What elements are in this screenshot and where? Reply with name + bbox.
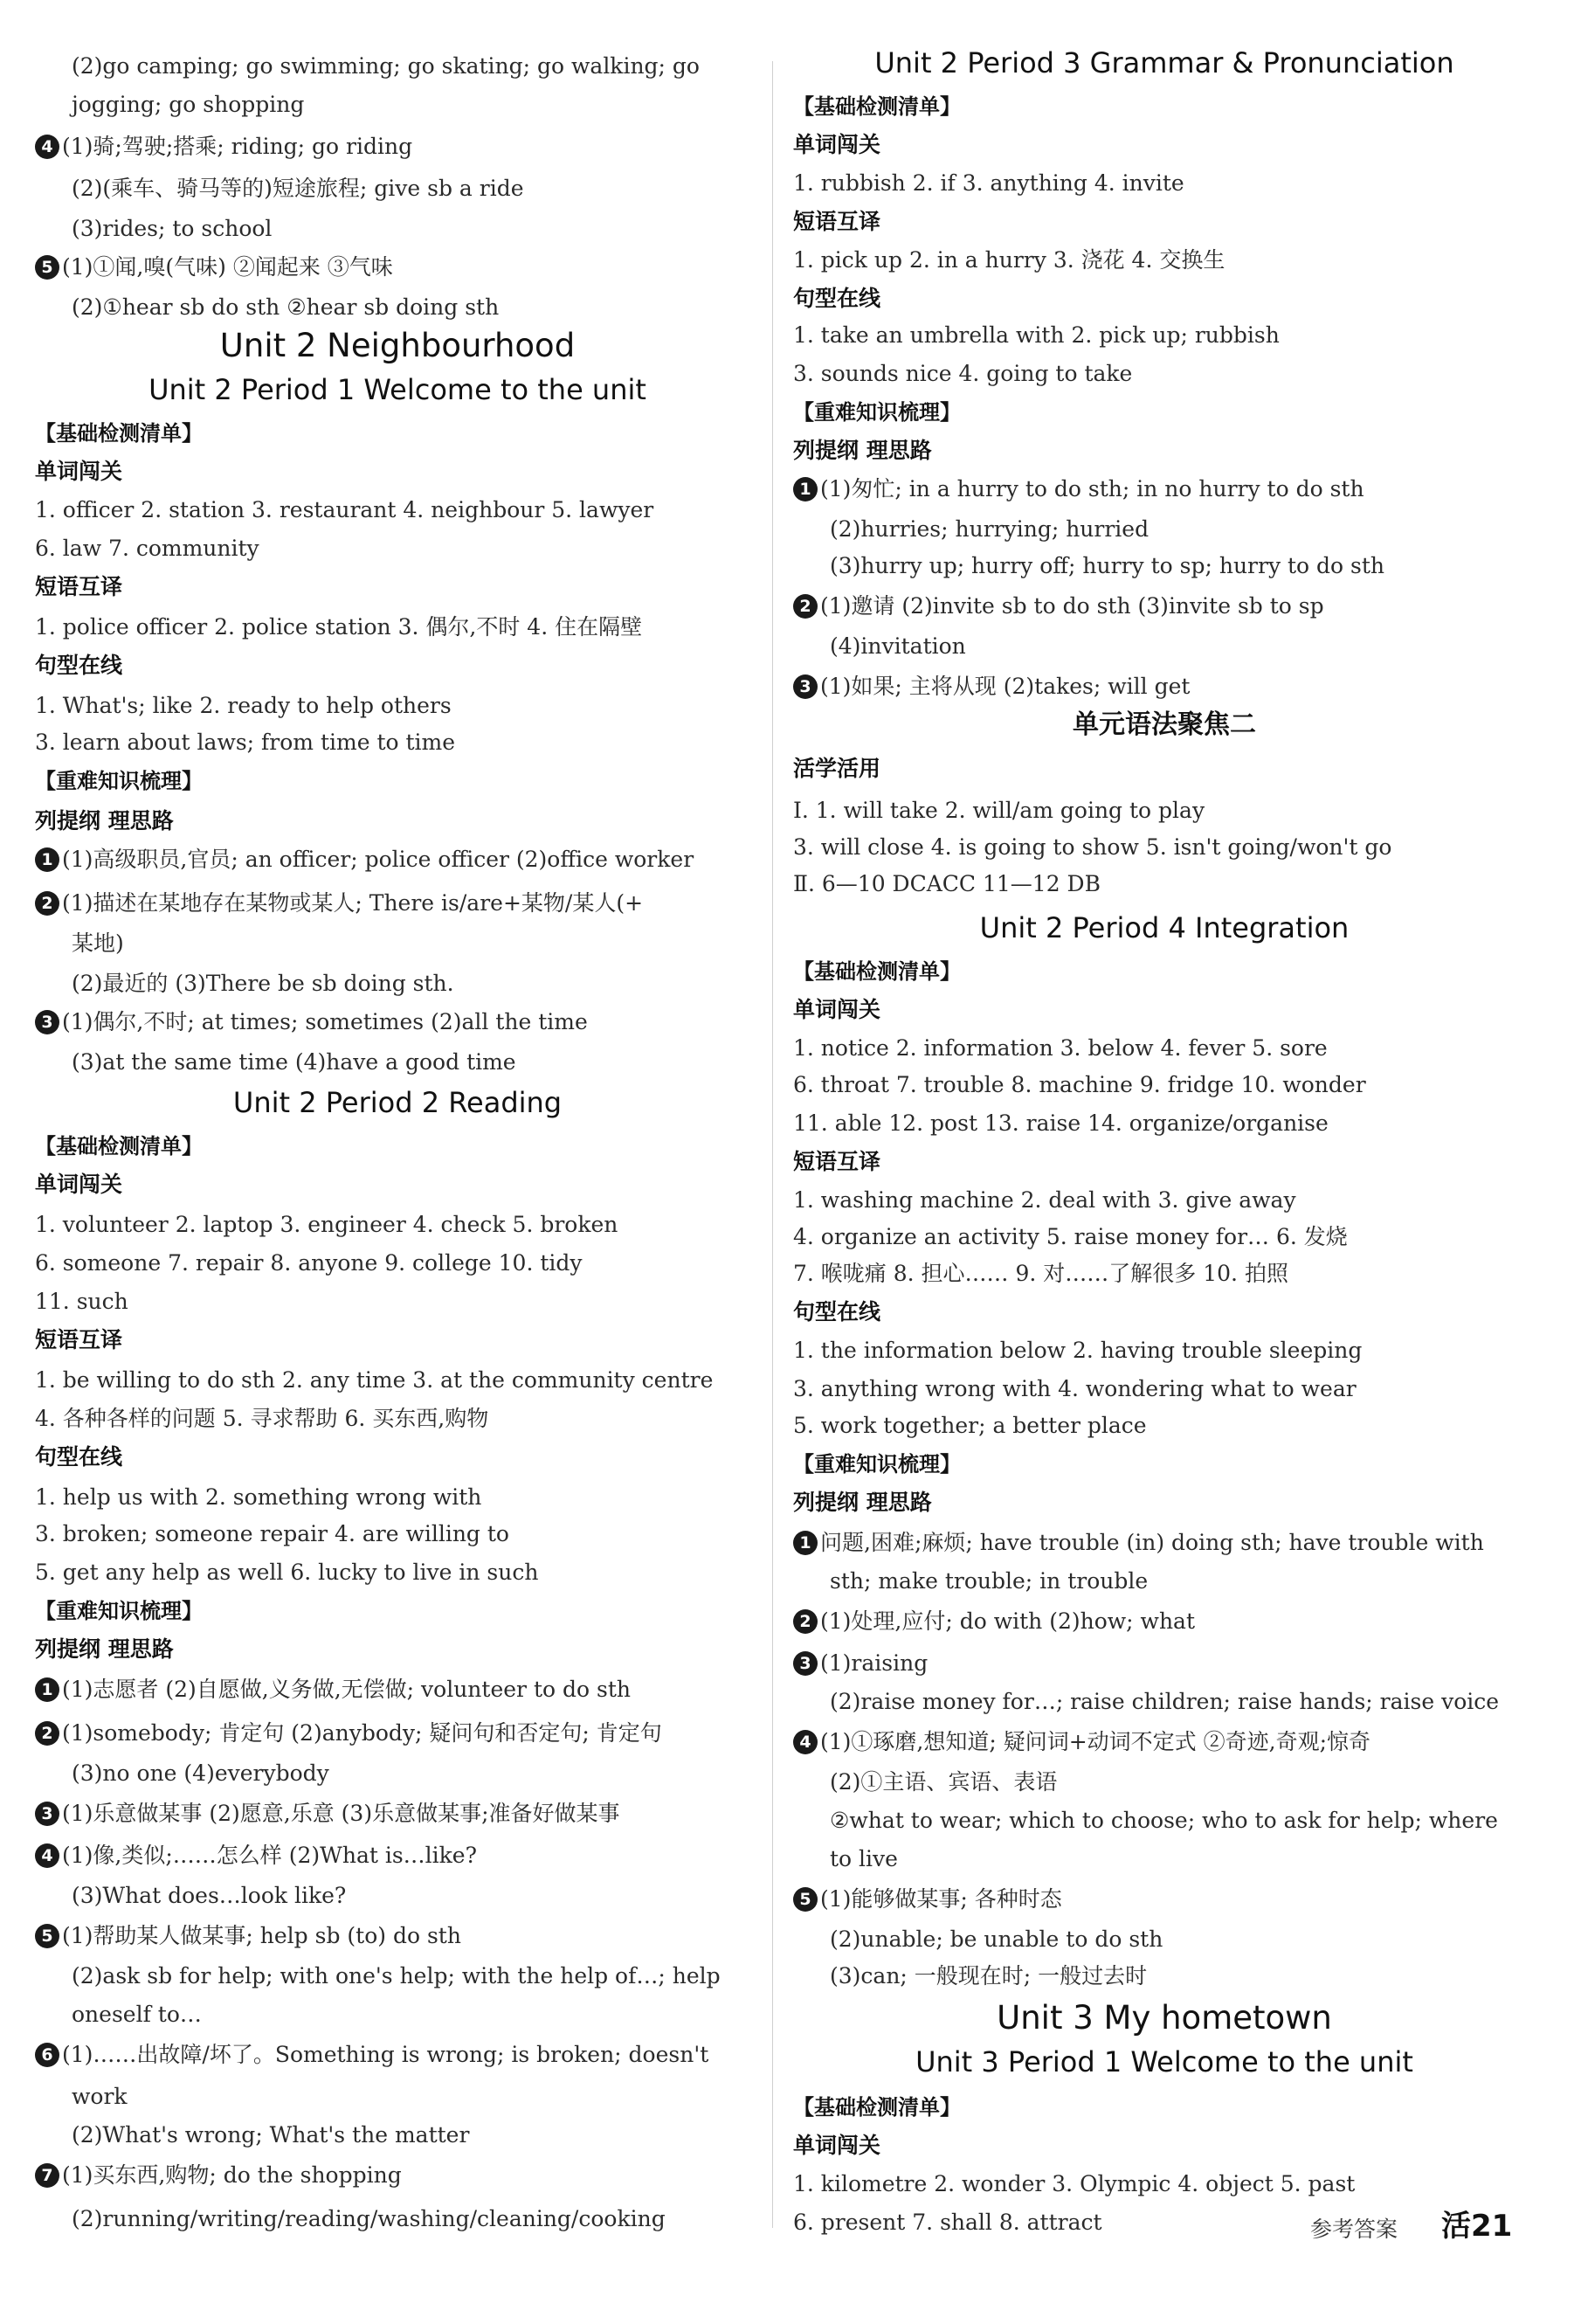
item-number-badge: 3 <box>35 1010 59 1034</box>
answer-line <box>35 1478 481 1517</box>
line-text: (1)买东西,购物; do the shopping <box>62 2162 402 2188</box>
answer-line <box>793 1331 1362 1370</box>
line-text: 1. What's; like 2. ready to help others <box>35 693 452 718</box>
item-number-badge: 4 <box>35 135 59 159</box>
line-text: Unit 2 Neighbourhood <box>219 327 576 364</box>
line-text: 【重难知识梳理】 <box>793 400 961 425</box>
answer-line <box>793 2203 1102 2242</box>
line-text: 5. get any help as well 6. lucky to live in such <box>35 1560 539 1585</box>
period-heading <box>35 1082 760 1123</box>
item-number-badge: 1 <box>35 1677 59 1702</box>
answer-line <box>72 2078 128 2116</box>
item-number-badge: 1 <box>793 1531 818 1555</box>
line-text: 列提纲 理思路 <box>793 1490 932 1515</box>
line-text: (1)①闻,嗅(气味) ②闻起来 ③气味 <box>62 254 393 280</box>
section-bracket-heading <box>793 393 961 432</box>
answer-line <box>35 1553 538 1592</box>
answer-line <box>72 47 700 86</box>
answer-line <box>72 1754 329 1793</box>
answer-line <box>35 1670 631 1709</box>
answer-line <box>72 2200 666 2238</box>
line-text: 1. police officer 2. police station 3. 偶尔,不时 4. 住在隔壁 <box>35 614 643 640</box>
answer-line <box>793 1066 1366 1104</box>
subsection-heading <box>793 432 932 470</box>
answer-line <box>830 1763 1057 1802</box>
answer-line <box>830 510 1149 549</box>
line-text: 3. sounds nice 4. going to take <box>793 361 1133 386</box>
line-text: (2)ask sb for help; with one's help; with the help of…; help <box>72 1963 721 1989</box>
answer-line <box>793 667 1190 706</box>
answer-line <box>35 884 643 923</box>
line-text: (3)hurry up; hurry off; hurry to sp; hurry to do sth <box>830 553 1385 578</box>
answer-line <box>793 828 1391 867</box>
answer-line <box>35 1003 588 1041</box>
line-text: (1)①琢磨,想知道; 疑问词+动词不定式 ②奇迹,奇观;惊奇 <box>820 1729 1370 1754</box>
unit-heading <box>793 1996 1536 2040</box>
line-text: 3. will close 4. is going to show 5. isn't going/won't go <box>793 834 1392 860</box>
answer-line <box>72 288 499 327</box>
line-text: 列提纲 理思路 <box>35 808 174 833</box>
line-text: 单词闯关 <box>793 997 881 1022</box>
line-text: 3. learn about laws; from time to time <box>35 730 456 755</box>
line-text: 单词闯关 <box>793 2133 881 2158</box>
answer-line <box>793 1181 1296 1220</box>
unit-heading <box>35 324 760 368</box>
line-text: 【重难知识梳理】 <box>35 769 203 793</box>
answer-line <box>830 1957 1147 1995</box>
line-text: (1)帮助某人做某事; help sb (to) do sth <box>62 1923 461 1948</box>
line-text: 活学活用 <box>793 756 881 781</box>
answer-line <box>793 470 1364 508</box>
subsection-heading <box>35 453 122 491</box>
answer-line <box>793 1029 1328 1068</box>
item-number-badge: 7 <box>35 2163 59 2188</box>
answer-line <box>793 355 1132 393</box>
line-text: 1. rubbish 2. if 3. anything 4. invite <box>793 170 1184 196</box>
line-text: (1)如果; 主将从现 (2)takes; will get <box>820 674 1191 699</box>
line-text: (1)乐意做某事 (2)愿意,乐意 (3)乐意做某事;准备好做某事 <box>62 1801 620 1826</box>
line-text: 1. volunteer 2. laptop 3. engineer 4. check 5. broken <box>35 1212 618 1237</box>
line-text: (1)高级职员,官员; an officer; police officer (2)office worker <box>62 847 694 872</box>
line-text: (1)志愿者 (2)自愿做,义务做,无偿做; volunteer to do sth <box>62 1677 631 1702</box>
line-text: (3)What does…look like? <box>72 1883 347 1908</box>
line-text: (1)像,类似;……怎么样 (2)What is…like? <box>62 1843 478 1868</box>
line-text: Unit 2 Period 1 Welcome to the unit <box>148 373 646 406</box>
line-text: 句型在线 <box>793 1299 881 1325</box>
line-text: (1)匆忙; in a hurry to do sth; in no hurry to do sth <box>820 476 1364 501</box>
grammar-heading <box>793 705 1536 745</box>
line-text: 【基础检测清单】 <box>35 1134 203 1159</box>
line-text: (1)raising <box>820 1650 929 1676</box>
line-text: sth; make trouble; in trouble <box>830 1568 1149 1594</box>
line-text: work <box>72 2084 128 2109</box>
line-text: (1)……出故障/坏了。Something is wrong; is broken; doesn't <box>62 2042 709 2067</box>
line-text: 【基础检测清单】 <box>35 421 203 446</box>
line-text: jogging; go shopping <box>72 92 305 117</box>
line-text: (2)What's wrong; What's the matter <box>72 2122 470 2148</box>
line-text: Unit 3 My hometown <box>997 1999 1332 2037</box>
item-number-badge: 1 <box>793 477 818 501</box>
subsection-heading <box>793 1293 880 1331</box>
line-text: 单词闯关 <box>793 132 881 157</box>
line-text: 4. organize an activity 5. raise money for… 6. 发烧 <box>793 1224 1348 1249</box>
answer-line <box>793 1602 1195 1641</box>
line-text: 5. work together; a better place <box>793 1413 1147 1438</box>
item-number-badge: 2 <box>35 891 59 916</box>
line-text: (1)偶尔,不时; at times; sometimes (2)all the time <box>62 1009 588 1034</box>
line-text: 4. 各种各样的问题 5. 寻求帮助 6. 买东西,购物 <box>35 1406 489 1431</box>
line-text: 6. present 7. shall 8. attract <box>793 2210 1102 2235</box>
subsection-heading <box>793 1484 932 1522</box>
item-number-badge: 1 <box>35 847 59 872</box>
subsection-heading <box>793 2127 880 2165</box>
answer-line <box>793 2165 1355 2203</box>
answer-line <box>35 2156 402 2195</box>
line-text: 句型在线 <box>35 653 123 678</box>
line-text: 1. help us with 2. something wrong with <box>35 1484 482 1510</box>
line-text: 句型在线 <box>793 286 881 311</box>
subsection-heading <box>793 1143 880 1181</box>
line-text: 某地) <box>72 930 124 956</box>
answer-line <box>793 1255 1288 1293</box>
line-text: 短语互译 <box>35 574 123 599</box>
answer-line <box>793 316 1280 355</box>
line-text: 【重难知识梳理】 <box>35 1599 203 1623</box>
answer-line <box>793 1407 1147 1445</box>
answer-line <box>72 1957 721 1995</box>
line-text: Unit 2 Period 2 Reading <box>232 1086 563 1119</box>
line-text: (1)骑;驾驶;搭乘; riding; go riding <box>62 134 413 159</box>
section-bracket-heading <box>35 1127 203 1165</box>
answer-line <box>830 1840 898 1878</box>
line-text: 1. pick up 2. in a hurry 3. 浇花 4. 交换生 <box>793 247 1225 273</box>
subsection-heading <box>35 1321 122 1359</box>
item-number-badge: 2 <box>793 594 818 619</box>
line-text: 问题,困难;麻烦; have trouble (in) doing sth; have trouble with <box>820 1530 1484 1555</box>
section-bracket-heading <box>793 2088 961 2127</box>
item-number-badge: 4 <box>35 1843 59 1868</box>
line-text: Unit 2 Period 3 Grammar & Pronunciation <box>874 46 1454 80</box>
answer-line <box>35 1400 488 1438</box>
line-text: 3. anything wrong with 4. wondering what to wear <box>793 1376 1357 1401</box>
line-text: (2)(乘车、骑马等的)短途旅程; give sb a ride <box>72 176 524 201</box>
item-number-badge: 2 <box>35 1721 59 1746</box>
answer-line <box>35 2036 708 2074</box>
item-number-badge: 4 <box>793 1730 818 1754</box>
line-text: 【基础检测清单】 <box>793 94 961 119</box>
line-text: 【基础检测清单】 <box>793 959 961 984</box>
subsection-heading <box>793 750 880 788</box>
line-text: (3)at the same time (4)have a good time <box>72 1049 516 1075</box>
line-text: (2)①主语、宾语、表语 <box>830 1769 1058 1795</box>
line-text: 1. be willing to do sth 2. any time 3. at the community centre <box>35 1367 714 1393</box>
answer-line <box>793 1104 1329 1143</box>
answer-line <box>35 128 412 166</box>
answer-line <box>35 1836 477 1875</box>
subsection-heading <box>793 991 880 1029</box>
period-heading <box>793 908 1536 948</box>
answer-line <box>35 1795 620 1833</box>
answer-line <box>830 627 966 666</box>
line-text: oneself to… <box>72 2002 202 2027</box>
item-number-badge: 5 <box>35 1924 59 1948</box>
answer-line <box>830 1683 1499 1721</box>
answer-line <box>35 1361 713 1400</box>
line-text: 单元语法聚焦二 <box>1073 709 1256 740</box>
line-text: 列提纲 理思路 <box>35 1636 174 1662</box>
answer-line <box>72 1995 202 2034</box>
answer-line <box>72 924 124 963</box>
answer-line <box>72 1877 346 1915</box>
line-text: 1. washing machine 2. deal with 3. give away <box>793 1187 1296 1213</box>
item-number-badge: 5 <box>793 1887 818 1912</box>
answer-line <box>35 723 455 762</box>
line-text: to live <box>830 1846 898 1871</box>
section-bracket-heading <box>35 762 203 800</box>
item-number-badge: 3 <box>35 1802 59 1826</box>
section-bracket-heading <box>35 414 203 453</box>
subsection-heading <box>35 647 122 685</box>
answer-line <box>793 1880 1062 1919</box>
period-heading <box>793 43 1536 83</box>
line-text: Unit 3 Period 1 Welcome to the unit <box>915 2045 1413 2078</box>
subsection-heading <box>793 126 880 164</box>
line-text: (2)running/writing/reading/washing/cleaning/cooking <box>72 2206 666 2231</box>
answer-line <box>35 687 452 725</box>
answer-line <box>72 169 524 208</box>
column-divider <box>772 61 773 2228</box>
answer-line <box>830 1562 1148 1601</box>
section-bracket-heading <box>35 1592 203 1630</box>
answer-line <box>793 1370 1357 1408</box>
line-text: 1. kilometre 2. wonder 3. Olympic 4. object 5. past <box>793 2171 1356 2196</box>
item-number-badge: 2 <box>793 1609 818 1634</box>
line-text: 1. officer 2. station 3. restaurant 4. neighbour 5. lawyer <box>35 497 654 522</box>
line-text: (1)处理,应付; do with (2)how; what <box>820 1608 1196 1634</box>
line-text: 6. law 7. community <box>35 536 259 561</box>
subsection-heading <box>35 802 174 840</box>
line-text: (1)能够做某事; 各种时态 <box>820 1886 1062 1912</box>
line-text: (1)somebody; 肯定句 (2)anybody; 疑问句和否定句; 肯定句 <box>62 1720 662 1746</box>
answer-line <box>35 1917 461 1955</box>
item-number-badge: 5 <box>35 255 59 280</box>
line-text: 1. the information below 2. having trouble sleeping <box>793 1338 1363 1363</box>
item-number-badge: 3 <box>793 1651 818 1676</box>
line-text: (3)rides; to school <box>72 216 273 241</box>
line-text: 7. 喉咙痛 8. 担心…… 9. 对……了解很多 10. 拍照 <box>793 1261 1288 1286</box>
answer-line <box>793 164 1184 203</box>
line-text: 单词闯关 <box>35 459 123 484</box>
line-text: 11. such <box>35 1289 128 1314</box>
line-text: 【基础检测清单】 <box>793 2095 961 2120</box>
period-heading <box>35 370 760 410</box>
answer-line <box>72 1043 516 1082</box>
line-text: 6. someone 7. repair 8. anyone 9. college 10. tidy <box>35 1250 583 1276</box>
subsection-heading <box>35 1165 122 1204</box>
line-text: 短语互译 <box>793 209 881 234</box>
answer-line <box>35 248 393 287</box>
line-text: 1. notice 2. information 3. below 4. fever 5. sore <box>793 1035 1328 1061</box>
line-text: Ⅰ. 1. will take 2. will/am going to play <box>793 798 1205 823</box>
line-text: (2)raise money for…; raise children; raise hands; raise voice <box>830 1689 1500 1714</box>
answer-line <box>72 965 454 1003</box>
answer-line <box>830 1802 1498 1840</box>
answer-line <box>793 1723 1370 1761</box>
line-text: (2)最近的 (3)There be sb doing sth. <box>72 971 454 996</box>
line-text: 列提纲 理思路 <box>793 438 932 463</box>
line-text: 3. broken; someone repair 4. are willing to <box>35 1521 509 1546</box>
answer-line <box>35 1206 618 1244</box>
subsection-heading <box>793 203 880 241</box>
line-text: (3)can; 一般现在时; 一般过去时 <box>830 1963 1148 1989</box>
answer-line <box>793 865 1101 903</box>
answer-line <box>793 587 1324 626</box>
line-text: ②what to wear; which to choose; who to ask for help; where <box>830 1808 1498 1833</box>
section-bracket-heading <box>793 87 961 126</box>
answer-line <box>72 2116 469 2155</box>
item-number-badge: 3 <box>793 674 818 699</box>
footer-label: 参考答案 <box>1310 2217 1398 2242</box>
answer-line <box>830 1920 1163 1959</box>
line-text: 1. take an umbrella with 2. pick up; rubbish <box>793 322 1280 348</box>
subsection-heading <box>35 1630 174 1669</box>
answer-line <box>35 1244 583 1283</box>
subsection-heading <box>35 568 122 606</box>
line-text: (2)①hear sb do sth ②hear sb doing sth <box>72 294 500 320</box>
line-text: 【重难知识梳理】 <box>793 1452 961 1477</box>
line-text: (2)go camping; go swimming; go skating; go walking; go <box>72 53 700 79</box>
answer-line <box>35 491 653 529</box>
period-heading <box>793 2042 1536 2082</box>
answer-line <box>35 608 642 647</box>
answer-line <box>793 241 1225 280</box>
line-text: (1)邀请 (2)invite sb to do sth (3)invite sb to sp <box>820 593 1324 619</box>
line-text: (3)no one (4)everybody <box>72 1760 329 1786</box>
answer-line <box>72 210 272 248</box>
line-text: 短语互译 <box>35 1327 123 1352</box>
answer-line <box>793 1524 1484 1562</box>
line-text: Ⅱ. 6—10 DCACC 11—12 DB <box>793 871 1101 896</box>
line-text: (2)hurries; hurrying; hurried <box>830 516 1150 542</box>
line-text: 6. throat 7. trouble 8. machine 9. fridge 10. wonder <box>793 1072 1366 1097</box>
answer-line <box>72 86 304 124</box>
item-number-badge: 6 <box>35 2043 59 2067</box>
answer-line <box>793 1218 1348 1256</box>
line-text: 句型在线 <box>35 1444 123 1470</box>
page-footer <box>1310 2202 1572 2245</box>
line-text: (2)unable; be unable to do sth <box>830 1926 1163 1952</box>
line-text: 短语互译 <box>793 1149 881 1174</box>
subsection-heading <box>793 280 880 318</box>
subsection-heading <box>35 1438 122 1477</box>
line-text: (1)描述在某地存在某物或某人; There is/are+某物/某人(+ <box>62 890 644 916</box>
page-number: 活21 <box>1441 2209 1513 2244</box>
line-text: Unit 2 Period 4 Integration <box>979 911 1350 944</box>
line-text: 11. able 12. post 13. raise 14. organize/organise <box>793 1110 1329 1136</box>
answer-line <box>793 1644 928 1683</box>
section-bracket-heading <box>793 952 961 991</box>
answer-line <box>35 529 259 568</box>
line-text: (4)invitation <box>830 633 966 659</box>
answer-line <box>35 840 694 879</box>
answer-line <box>35 1515 509 1553</box>
section-bracket-heading <box>793 1445 961 1484</box>
answer-line <box>35 1283 128 1321</box>
answer-line <box>793 792 1205 830</box>
answer-line <box>35 1714 662 1753</box>
answer-line <box>830 547 1384 585</box>
line-text: 单词闯关 <box>35 1172 123 1197</box>
